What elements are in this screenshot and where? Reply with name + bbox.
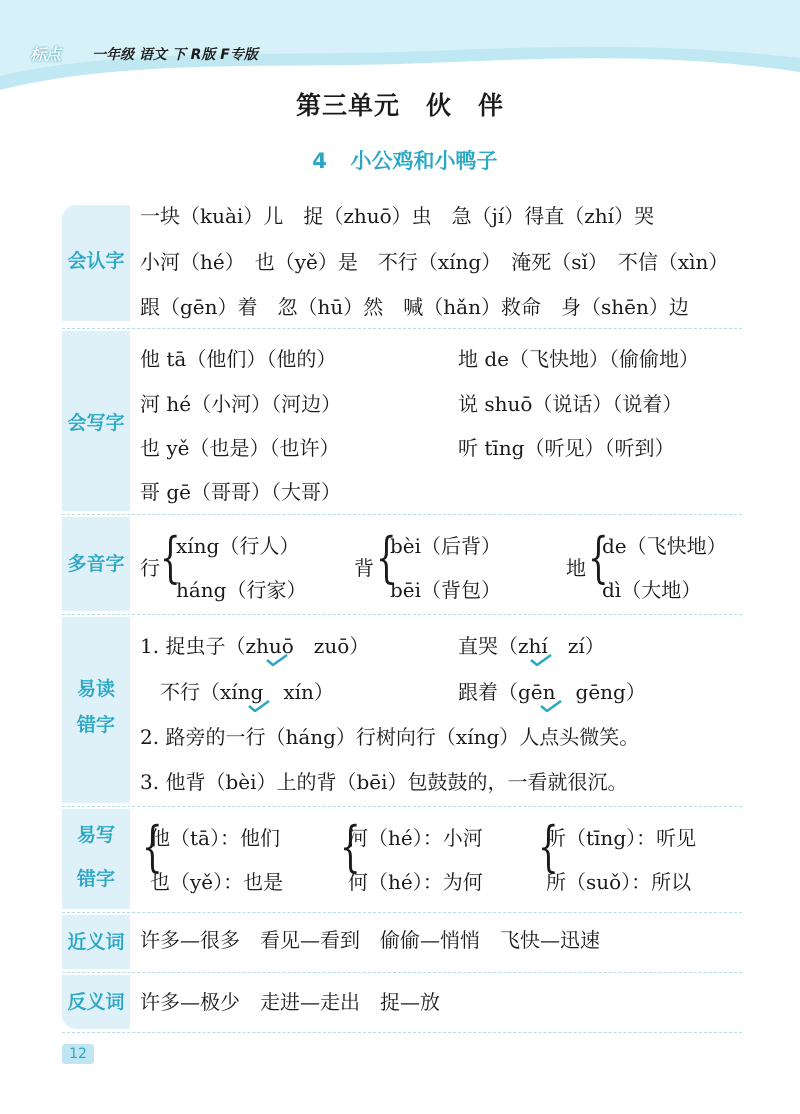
read-line-2: 小河（hé） 也（yě）是 不行（xíng） 淹死（sǐ） 不信（xìn） (140, 250, 729, 274)
brace: { (588, 526, 609, 589)
label-miswrite-1: 易写 (76, 824, 115, 846)
poly-1-top: xíng（行人） (176, 534, 300, 558)
antonym-text: 许多—极少 走进—走出 捉—放 (140, 990, 440, 1014)
read-line-1: 一块（kuài）儿 捉（zhuō）虫 急（jí）得直（zhí）哭 (140, 204, 655, 228)
divider (62, 514, 742, 515)
unit-title: 第三单元 伙 伴 (295, 91, 504, 120)
label-write: 会写字 (67, 412, 125, 434)
label-misread-1: 易读 (76, 678, 115, 700)
divider (62, 972, 742, 973)
poly-2-bottom: bēi（背包） (390, 578, 502, 602)
miswrite-1-top: 他（tā）：他们 (150, 826, 280, 850)
brace: { (142, 815, 163, 878)
poly-char-3: 地 (566, 556, 586, 580)
write-left-4: 哥 gē（哥哥）（大哥） (140, 480, 341, 504)
write-right-3: 听 tīng（听见）（听到） (458, 436, 675, 460)
misread-1a: 1. 捉虫子（zhuō zuō） (140, 634, 370, 658)
misread-2b: 跟着（gēn gēng） (458, 680, 646, 704)
write-left-3: 也 yě（也是）（也许） (140, 436, 340, 460)
brace: { (538, 815, 559, 878)
misread-3: 2. 路旁的一行（háng）行树向行（xíng）人点头微笑。 (140, 725, 640, 749)
page-number: 12 (62, 1044, 94, 1064)
write-right-1: 地 de（飞快地）（偷偷地） (458, 347, 699, 371)
write-right-2: 说 shuō（说话）（说着） (458, 392, 683, 416)
divider (62, 806, 742, 807)
label-read: 会认字 (67, 250, 125, 272)
miswrite-2-top: 河（hé）：小河 (348, 826, 483, 850)
misread-4: 3. 他背（bèi）上的背（bēi）包鼓鼓的，一看就很沉。 (140, 770, 628, 794)
label-misread-2: 错字 (76, 714, 115, 736)
divider (62, 1032, 742, 1033)
header-subtitle: 一年级 语文 下 R版 F专版 (92, 47, 258, 63)
divider (62, 614, 742, 615)
synonym-text: 许多—很多 看见—看到 偷偷—悄悄 飞快—迅速 (140, 928, 600, 952)
brace: { (376, 526, 397, 589)
poly-1-bottom: háng（行家） (176, 578, 307, 602)
misread-2a: 不行（xíng xín） (140, 680, 334, 704)
poly-char-1: 行 (140, 556, 160, 580)
miswrite-2-bottom: 何（hé）：为何 (348, 870, 483, 894)
lesson-title (0, 145, 800, 177)
lesson-number: 4 (303, 145, 337, 177)
miswrite-3-top: 听（tīng）：听见 (546, 826, 697, 850)
write-left-1: 他 tā（他们）（他的） (140, 347, 337, 371)
check-icon (540, 700, 562, 712)
check-icon (266, 654, 288, 666)
miswrite-3-bottom: 所（suǒ）：所以 (546, 870, 692, 894)
brace: { (340, 815, 361, 878)
poly-2-top: bèi（后背） (390, 534, 502, 558)
read-line-3: 跟（gēn）着 忽（hū）然 喊（hǎn）救命 身（shēn）边 (140, 295, 689, 319)
divider (62, 912, 742, 913)
check-icon (248, 700, 270, 712)
label-synonym: 近义词 (67, 931, 125, 953)
check-icon (530, 654, 552, 666)
poly-char-2: 背 (354, 556, 374, 580)
label-poly: 多音字 (67, 553, 125, 575)
lesson-name: 小公鸡和小鸭子 (350, 149, 498, 173)
misread-1b: 直哭（zhí zí） (458, 634, 605, 658)
poly-3-bottom: dì（大地） (602, 578, 702, 602)
write-left-2: 河 hé（小河）（河边） (140, 392, 342, 416)
poly-3-top: de（飞快地） (602, 534, 727, 558)
brand-logo: 标点 (30, 45, 61, 64)
divider (62, 328, 742, 329)
label-antonym: 反义词 (67, 991, 125, 1013)
label-miswrite-2: 错字 (76, 868, 115, 890)
brace: { (160, 526, 181, 589)
miswrite-1-bottom: 也（yě）：也是 (150, 870, 284, 894)
